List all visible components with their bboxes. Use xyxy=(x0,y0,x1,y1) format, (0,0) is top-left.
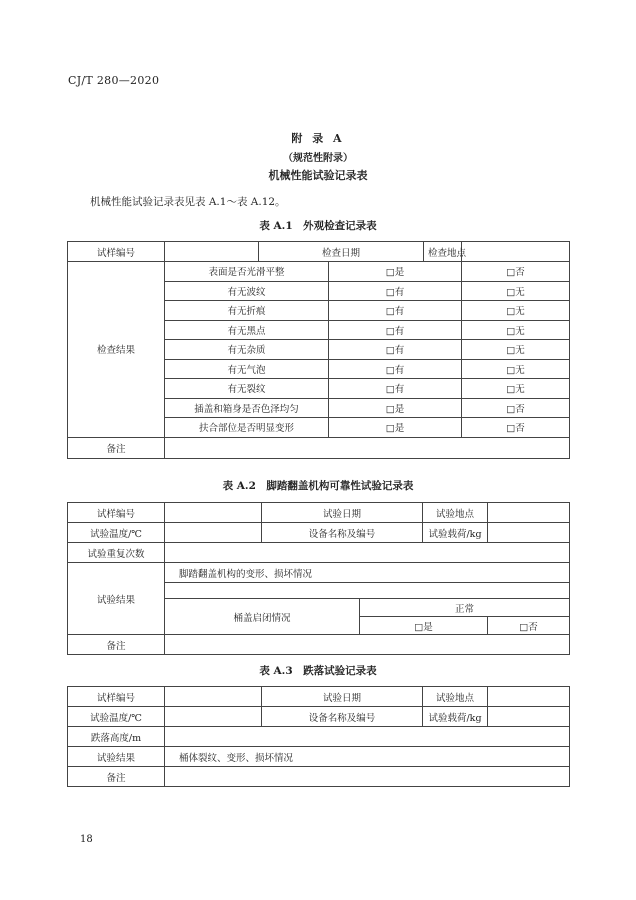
remark-cell[interactable] xyxy=(165,635,570,655)
repeat-count-cell[interactable] xyxy=(165,543,570,563)
check-option-1[interactable]: □是 xyxy=(329,398,462,418)
repeat-count-label: 试验重复次数 xyxy=(68,543,165,563)
check-option-2[interactable]: □无 xyxy=(462,359,570,379)
check-option-1[interactable]: □有 xyxy=(329,281,462,301)
check-option-2[interactable]: □无 xyxy=(462,281,570,301)
sample-no-label: 试样编号 xyxy=(68,687,165,707)
test-date-label: 试验日期 xyxy=(262,687,423,707)
sample-no-cell[interactable] xyxy=(165,687,262,707)
check-item-label: 表面是否光滑平整 xyxy=(165,262,329,282)
test-load-cell[interactable] xyxy=(488,523,570,543)
check-item-label: 插盖和箱身是否色泽均匀 xyxy=(165,398,329,418)
check-option-2[interactable]: □否 xyxy=(462,398,570,418)
drop-height-cell[interactable] xyxy=(165,727,570,747)
sample-no-label: 试样编号 xyxy=(68,242,165,262)
check-item-label: 扶合部位是否明显变形 xyxy=(165,418,329,438)
test-temp-label: 试验温度/℃ xyxy=(68,707,165,727)
check-item-label: 有无黑点 xyxy=(165,320,329,340)
remark-label: 备注 xyxy=(68,437,165,458)
test-place-cell[interactable] xyxy=(488,503,570,523)
standard-code: CJ/T 280—2020 xyxy=(68,74,160,87)
lid-open-label: 桶盖启闭情况 xyxy=(165,599,360,635)
appendix-title: 附 录 A xyxy=(291,132,345,145)
test-load-label: 试验载荷/kg xyxy=(423,707,488,727)
equipment-label: 设备名称及编号 xyxy=(262,523,423,543)
test-temp-label: 试验温度/℃ xyxy=(68,523,165,543)
check-option-2[interactable]: □无 xyxy=(462,379,570,399)
deformation-label: 脚踏翻盖机构的变形、损坏情况 xyxy=(165,563,570,583)
check-place-cell[interactable] xyxy=(462,242,570,262)
appendix-heading: 机械性能试验记录表 xyxy=(268,169,368,182)
sample-no-cell[interactable] xyxy=(165,503,262,523)
page-number: 18 xyxy=(80,834,93,845)
normal-label: 正常 xyxy=(360,599,570,617)
intro-paragraph: 机械性能试验记录表见表 A.1～表 A.12。 xyxy=(90,196,286,208)
option-no[interactable]: □否 xyxy=(488,617,570,635)
remark-cell[interactable] xyxy=(165,767,570,787)
check-item-label: 有无裂纹 xyxy=(165,379,329,399)
remark-cell[interactable] xyxy=(165,437,570,458)
table-a1-caption: 表 A.1 外观检查记录表 xyxy=(259,220,377,232)
check-option-1[interactable]: □是 xyxy=(329,262,462,282)
check-option-2[interactable]: □无 xyxy=(462,320,570,340)
check-item-label: 有无折痕 xyxy=(165,301,329,321)
test-temp-cell[interactable] xyxy=(165,523,262,543)
check-option-1[interactable]: □有 xyxy=(329,320,462,340)
test-result-label: 试验结果 xyxy=(68,563,165,635)
check-item-label: 有无波纹 xyxy=(165,281,329,301)
check-item-label: 有无气泡 xyxy=(165,359,329,379)
table-a1 xyxy=(67,241,570,459)
check-option-2[interactable]: □否 xyxy=(462,418,570,438)
check-option-1[interactable]: □有 xyxy=(329,301,462,321)
table-a2-caption: 表 A.2 脚踏翻盖机构可靠性试验记录表 xyxy=(222,480,414,492)
test-place-cell[interactable] xyxy=(488,687,570,707)
crack-deformation-label: 桶体裂纹、变形、损坏情况 xyxy=(165,747,570,767)
appendix-subtitle: （规范性附录） xyxy=(283,153,353,164)
test-result-label: 试验结果 xyxy=(68,747,165,767)
test-place-label: 试验地点 xyxy=(423,503,488,523)
check-option-2[interactable]: □无 xyxy=(462,301,570,321)
check-place-label: 检查地点 xyxy=(424,242,462,262)
drop-height-label: 跌落高度/m xyxy=(68,727,165,747)
test-date-label: 试验日期 xyxy=(262,503,423,523)
table-a2 xyxy=(67,502,570,655)
test-temp-cell[interactable] xyxy=(165,707,262,727)
remark-label: 备注 xyxy=(68,767,165,787)
check-option-2[interactable]: □否 xyxy=(462,262,570,282)
check-option-1[interactable]: □有 xyxy=(329,359,462,379)
check-date-label: 检查日期 xyxy=(259,242,424,262)
check-option-1[interactable]: □是 xyxy=(329,418,462,438)
sample-no-cell[interactable] xyxy=(165,242,259,262)
check-item-label: 有无杂质 xyxy=(165,340,329,360)
check-result-label: 检查结果 xyxy=(68,262,165,438)
test-load-label: 试验载荷/kg xyxy=(423,523,488,543)
table-a3 xyxy=(67,686,570,787)
deformation-cell[interactable] xyxy=(165,583,570,599)
check-option-1[interactable]: □有 xyxy=(329,340,462,360)
check-option-2[interactable]: □无 xyxy=(462,340,570,360)
option-yes[interactable]: □是 xyxy=(360,617,488,635)
test-place-label: 试验地点 xyxy=(423,687,488,707)
check-option-1[interactable]: □有 xyxy=(329,379,462,399)
equipment-label: 设备名称及编号 xyxy=(262,707,423,727)
sample-no-label: 试样编号 xyxy=(68,503,165,523)
remark-label: 备注 xyxy=(68,635,165,655)
table-a3-caption: 表 A.3 跌落试验记录表 xyxy=(259,665,377,677)
test-load-cell[interactable] xyxy=(488,707,570,727)
